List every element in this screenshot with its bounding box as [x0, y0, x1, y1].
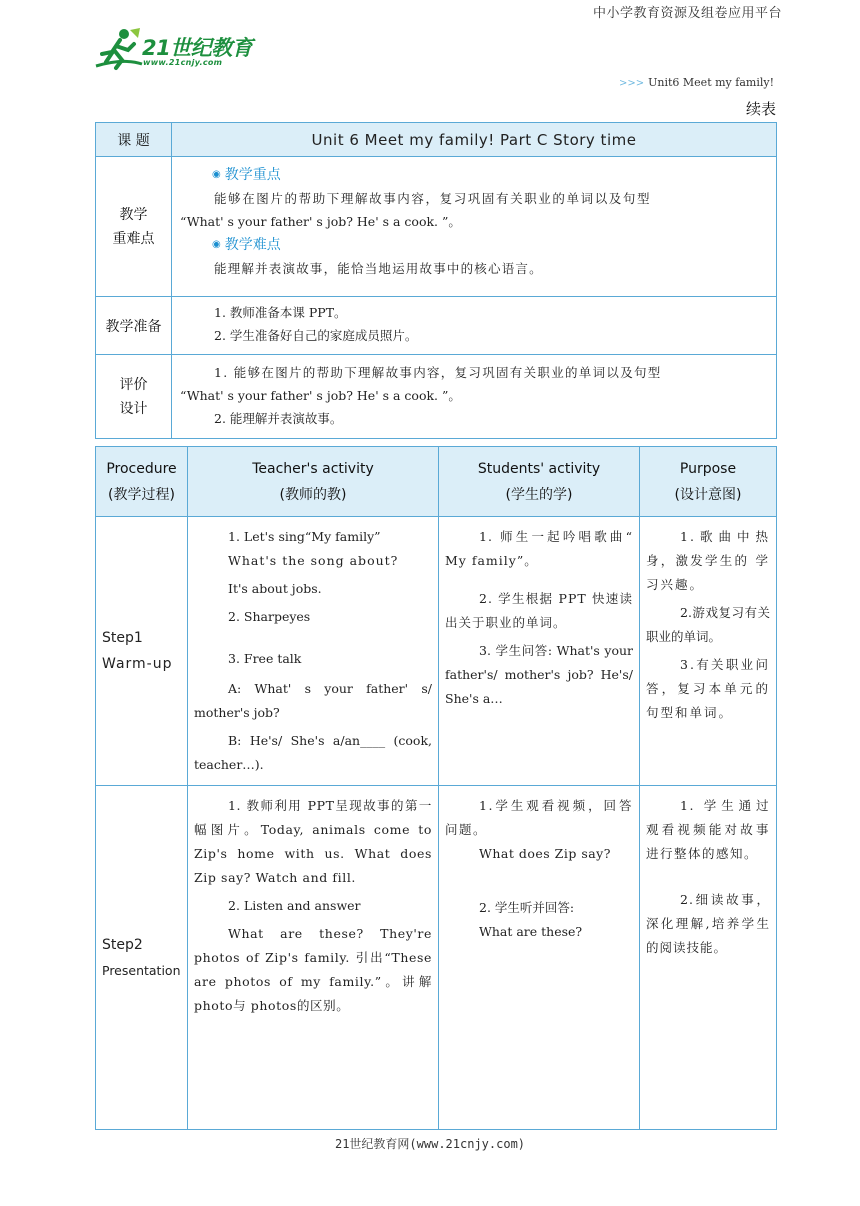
step2-teacher-line: 1. 教师利用 PPT呈现故事的第一幅图片。Today, animals come to Zip's home with us. What does Zip say? Watch and fill.	[194, 798, 432, 885]
teacher-header-en: Teacher's activity	[252, 460, 374, 477]
step1-students-line: 3. 学生问答: What's your father's/ mother's job? He's/ She's a…	[445, 643, 633, 706]
purpose-header	[640, 447, 777, 517]
step1-teacher-line: A: What' s your father' s/ mother's job?	[194, 681, 432, 720]
purpose-header-cn: (设计意图)	[674, 486, 742, 503]
spacer	[194, 629, 432, 643]
step2-teacher-line: 2. Listen and answer	[228, 898, 361, 913]
unit-header	[619, 76, 774, 89]
topic-value: Unit 6 Meet my family! Part C Story time	[172, 123, 777, 157]
step1-students-line: 1. 师生一起吟唱歌曲“ My family”。	[445, 529, 633, 568]
step2-label-cell	[96, 786, 188, 1130]
step2-students-line: What are these?	[479, 924, 583, 939]
key-point-heading: ◉ 教学重点	[180, 163, 770, 187]
focus-label	[96, 157, 172, 297]
spacer	[445, 573, 633, 587]
step1-teacher-line: B: He's/ She's a/an____ (cook, teacher…).	[194, 733, 432, 772]
eval-row	[96, 355, 777, 439]
teacher-header-cn: (教师的教)	[279, 486, 347, 503]
step2-students-line: 2. 学生听并回答:	[479, 900, 575, 915]
eval-item-1: 1. 能够在图片的帮助下理解故事内容，复习巩固有关职业的单词以及句型	[214, 365, 662, 380]
step1-teacher-line: 3. Free talk	[228, 651, 302, 666]
step2-purpose-line: 1. 学生通过观看视频能对故事进行整体的感知。	[646, 798, 770, 861]
teacher-header	[188, 447, 439, 517]
step1-purpose-line: 3.有关职业问答，复习本单元的句型和单词。	[646, 657, 770, 720]
difficulty-heading: ◉ 教学难点	[180, 233, 770, 257]
prep-item-1: 1. 教师准备本课 PPT。	[214, 305, 347, 320]
eval-label-line-2: 设计	[119, 400, 148, 417]
topic-label: 课 题	[96, 123, 172, 157]
procedure-header	[96, 447, 188, 517]
step1-students	[439, 517, 640, 786]
procedure-header-cn: (教学过程)	[108, 486, 175, 503]
eval-item-1-cont: “What' s your father' s job? He' s a cook. ”。	[180, 388, 461, 403]
step2-row	[96, 786, 777, 1130]
students-header	[439, 447, 640, 517]
continued-label: 续表	[745, 100, 776, 118]
step1-label-cell	[96, 517, 188, 786]
eval-item-2: 2. 能理解并表演故事。	[214, 411, 343, 426]
step2-purpose-line: 2.细读故事，深化理解,培养学生的阅读技能。	[646, 892, 770, 955]
step1-teacher	[188, 517, 439, 786]
focus-label-line-2: 重难点	[112, 230, 155, 247]
step2-students-line: What does Zip say?	[479, 846, 611, 861]
prep-content	[172, 297, 777, 355]
step1-label: Step1	[102, 630, 143, 646]
prep-item-2: 2. 学生准备好自己的家庭成员照片。	[214, 328, 418, 343]
focus-label-line-1: 教学	[119, 206, 148, 223]
step1-purpose	[640, 517, 777, 786]
focus-content	[172, 157, 777, 297]
info-table	[95, 122, 777, 439]
step2-purpose	[640, 786, 777, 1130]
step2-teacher	[188, 786, 439, 1130]
procedure-table	[95, 446, 777, 1130]
page-footer: 21世纪教育网(www.21cnjy.com)	[334, 1137, 526, 1151]
step1-row	[96, 517, 777, 786]
step1-purpose-line: 1.歌曲中热身，激发学生的 学习兴趣。	[646, 529, 770, 592]
step2-students-line: 1.学生观看视频，回答问题。	[445, 798, 633, 837]
step2-label: Step2	[102, 936, 143, 953]
step1-teacher-line: It's about jobs.	[228, 581, 322, 596]
procedure-header-en: Procedure	[106, 460, 177, 477]
platform-name: 中小学教育资源及组卷应用平台	[592, 6, 782, 21]
step2-teacher-line: What are these? They're photos of Zip's family. 引出“These are photos of my family.”。讲解 photo与 photos的区别。	[194, 926, 432, 1013]
eval-content	[172, 355, 777, 439]
step2-name: Presentation	[102, 962, 181, 978]
step1-students-line: 2. 学生根据 PPT 快速读出关于职业的单词。	[445, 591, 633, 630]
procedure-header-row	[96, 447, 777, 517]
step1-teacher-line: 2. Sharpeyes	[228, 609, 311, 624]
key-point-text-1: 能够在图片的帮助下理解故事内容，复习巩固有关职业的单词以及句型	[214, 191, 652, 206]
step1-teacher-line: What's the song about?	[228, 553, 399, 568]
spacer	[445, 866, 633, 896]
prep-label: 教学准备	[96, 297, 172, 355]
step1-name: Warm-up	[102, 656, 173, 672]
eval-label	[96, 355, 172, 439]
spacer	[646, 866, 770, 888]
students-header-en: Students' activity	[477, 460, 601, 477]
eval-label-line-1: 评价	[119, 376, 148, 393]
step1-purpose-line: 2.游戏复习有关职业的单词。	[646, 605, 770, 644]
unit-title: Unit6 Meet my family!	[648, 76, 774, 89]
difficulty-text: 能理解并表演故事，能恰当地运用故事中的核心语言。	[214, 261, 543, 276]
prep-row	[96, 297, 777, 355]
students-header-cn: (学生的学)	[505, 486, 573, 503]
key-point-text-2: “What' s your father' s job? He' s a cook. ”。	[180, 214, 461, 229]
focus-row	[96, 157, 777, 297]
logo-text: 21世纪教育	[142, 36, 253, 60]
step1-teacher-line: 1. Let's sing“My family”	[228, 529, 381, 544]
step2-students	[439, 786, 640, 1130]
purpose-header-en: Purpose	[679, 460, 737, 477]
topic-row	[96, 123, 777, 157]
arrows-icon: >>>	[618, 78, 645, 89]
logo-url: www.21cnjy.com	[143, 58, 223, 67]
